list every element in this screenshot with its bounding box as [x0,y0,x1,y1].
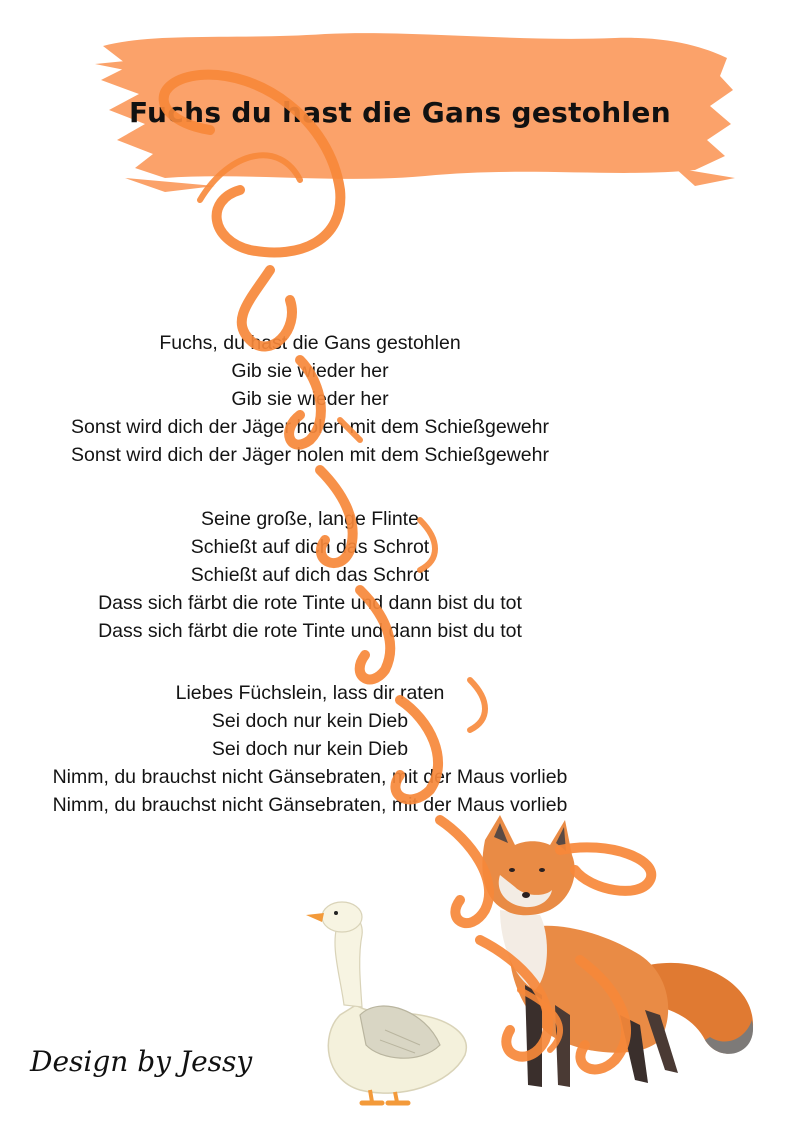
verse-line: Liebes Füchslein, lass dir raten [175,682,445,704]
verse-line: Gib sie wieder her [231,360,389,382]
verse-line: Dass sich färbt die rote Tinte und dann bist du tot [98,592,522,614]
verse-3 [0,679,620,819]
verse-2 [0,505,620,645]
fox-illustration [470,815,770,1105]
signature: Design by Jessy [30,1045,253,1078]
verse-line: Gib sie wieder her [231,388,389,410]
verse-line: Sei doch nur kein Dieb [211,710,409,732]
verse-line: Sonst wird dich der Jäger holen mit dem Schießgewehr [71,444,549,466]
verse-1 [0,329,620,469]
verse-line: Nimm, du brauchst nicht Gänsebraten, mit der Maus vorlieb [52,794,568,816]
verse-line: Sei doch nur kein Dieb [211,738,409,760]
goose-illustration [300,895,480,1110]
verse-line: Fuchs, du hast die Gans gestohlen [159,332,461,354]
verse-line: Seine große, lange Flinte [201,508,419,530]
verse-line: Schießt auf dich das Schrot [190,536,430,558]
verse-line: Schießt auf dich das Schrot [190,564,430,586]
verse-line: Dass sich färbt die rote Tinte und dann bist du tot [98,620,522,642]
verse-line: Nimm, du brauchst nicht Gänsebraten, mit der Maus vorlieb [52,766,568,788]
song-title: Fuchs du hast die Gans gestohlen [129,96,671,129]
verse-line: Sonst wird dich der Jäger holen mit dem Schießgewehr [71,416,549,438]
